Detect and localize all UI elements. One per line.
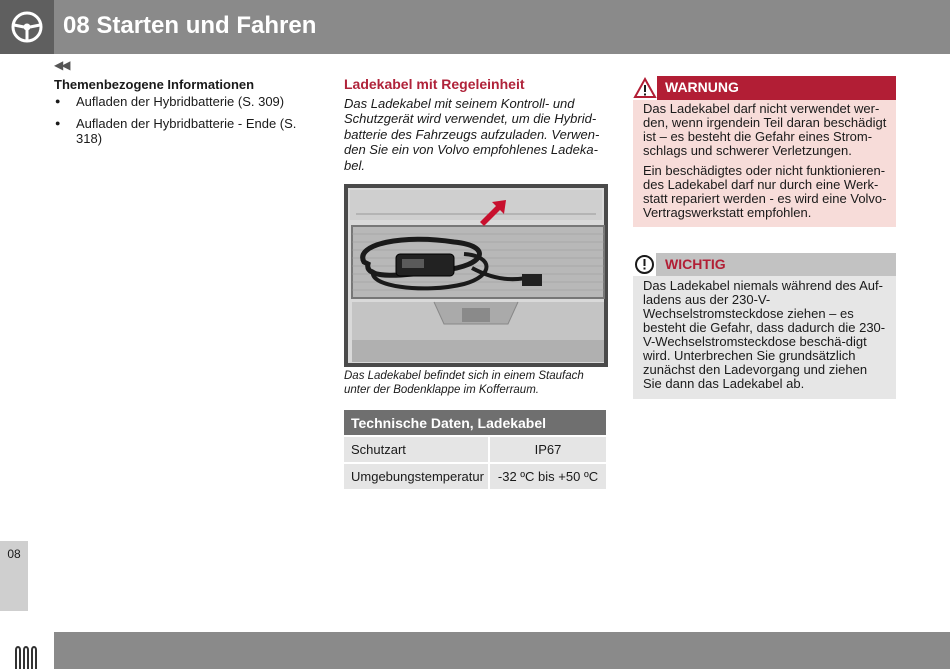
related-link[interactable]: ● Aufladen der Hybridbatterie (S. 309): [54, 94, 304, 109]
warning-triangle-icon: [633, 76, 657, 100]
important-paragraph: Das Ladekabel niemals während des Auf-ladens aus der 230-V-Wechselstromsteckdose ziehen – es besteht die Gefahr, dass dadurch die 230-V-Wechselstromsteckdose beschä-digt wird. Unterbrechen Sie grundsätzlich zunächst den Ladevorgang und ziehen Sie dann das Ladekabel ab.: [643, 278, 886, 391]
related-info-section: [54, 76, 304, 153]
warning-body: [633, 100, 896, 227]
exclamation-circle-icon: [633, 253, 656, 276]
warning-paragraph: Ein beschädigtes oder nicht funktionieren-des Ladekabel darf nur durch eine Werk-statt repariert werden - es wird eine Volvo-Vertragswerkstatt empfohlen.: [643, 163, 887, 220]
table-key: Umgebungstemperatur: [344, 463, 489, 489]
main-section: [344, 76, 606, 173]
section-heading: Ladekabel mit Regeleinheit: [344, 76, 525, 92]
table-header-row: [344, 410, 606, 436]
chapter-side-tab[interactable]: 08: [0, 541, 28, 611]
related-info-heading: Themenbezogene Informationen: [54, 77, 255, 92]
related-info-list: [54, 94, 304, 146]
table-key: Schutzart: [344, 436, 489, 463]
section-intro: Das Ladekabel mit seinem Kontroll- und Schutzgerät wird verwendet, um die Hybrid-batterie des Fahrzeugs aufzuladen. Verwen-den Sie ein von Volvo empfohlenes Ladeka-bel.: [344, 96, 600, 173]
warning-paragraph: Das Ladekabel darf nicht verwendet wer-den, wenn irgendein Teil daran beschädigt ist – es besteht die Gefahr eines Strom-schlags und schwerer Verletzungen.: [643, 101, 887, 158]
important-box: [633, 253, 896, 399]
warning-title-bar: [633, 76, 896, 100]
photo-caption: Das Ladekabel befindet sich in einem Staufach unter der Bodenklappe im Kofferraum.: [344, 370, 584, 396]
table-title: Technische Daten, Ladekabel: [344, 410, 606, 436]
important-title-bar: [633, 253, 896, 276]
warning-title: WARNUNG: [665, 79, 739, 95]
important-body: [633, 276, 896, 399]
related-link[interactable]: ● Aufladen der Hybridbatterie - Ende (S. 318): [54, 116, 304, 146]
table-row: [344, 436, 606, 463]
book-index-icon: [14, 644, 40, 669]
important-title: WICHTIG: [665, 256, 726, 272]
footer-logo-box: [0, 632, 54, 669]
important-icon-box: [633, 253, 656, 276]
table-value: IP67: [489, 436, 606, 463]
steering-wheel-icon: [11, 11, 43, 43]
warning-icon-box: [633, 76, 657, 100]
table-row: [344, 463, 606, 489]
charging-cable-photo: [344, 184, 608, 367]
chapter-title: 08 Starten und Fahren: [63, 12, 317, 39]
technical-data-table: [344, 410, 606, 489]
back-navigation-link[interactable]: ◀◀: [54, 58, 69, 72]
chapter-icon-box: [0, 0, 54, 54]
table-value: -32 ºC bis +50 ºC: [489, 463, 606, 489]
page-footer: [0, 632, 950, 669]
chapter-header: [0, 0, 950, 54]
warning-box: [633, 76, 896, 227]
